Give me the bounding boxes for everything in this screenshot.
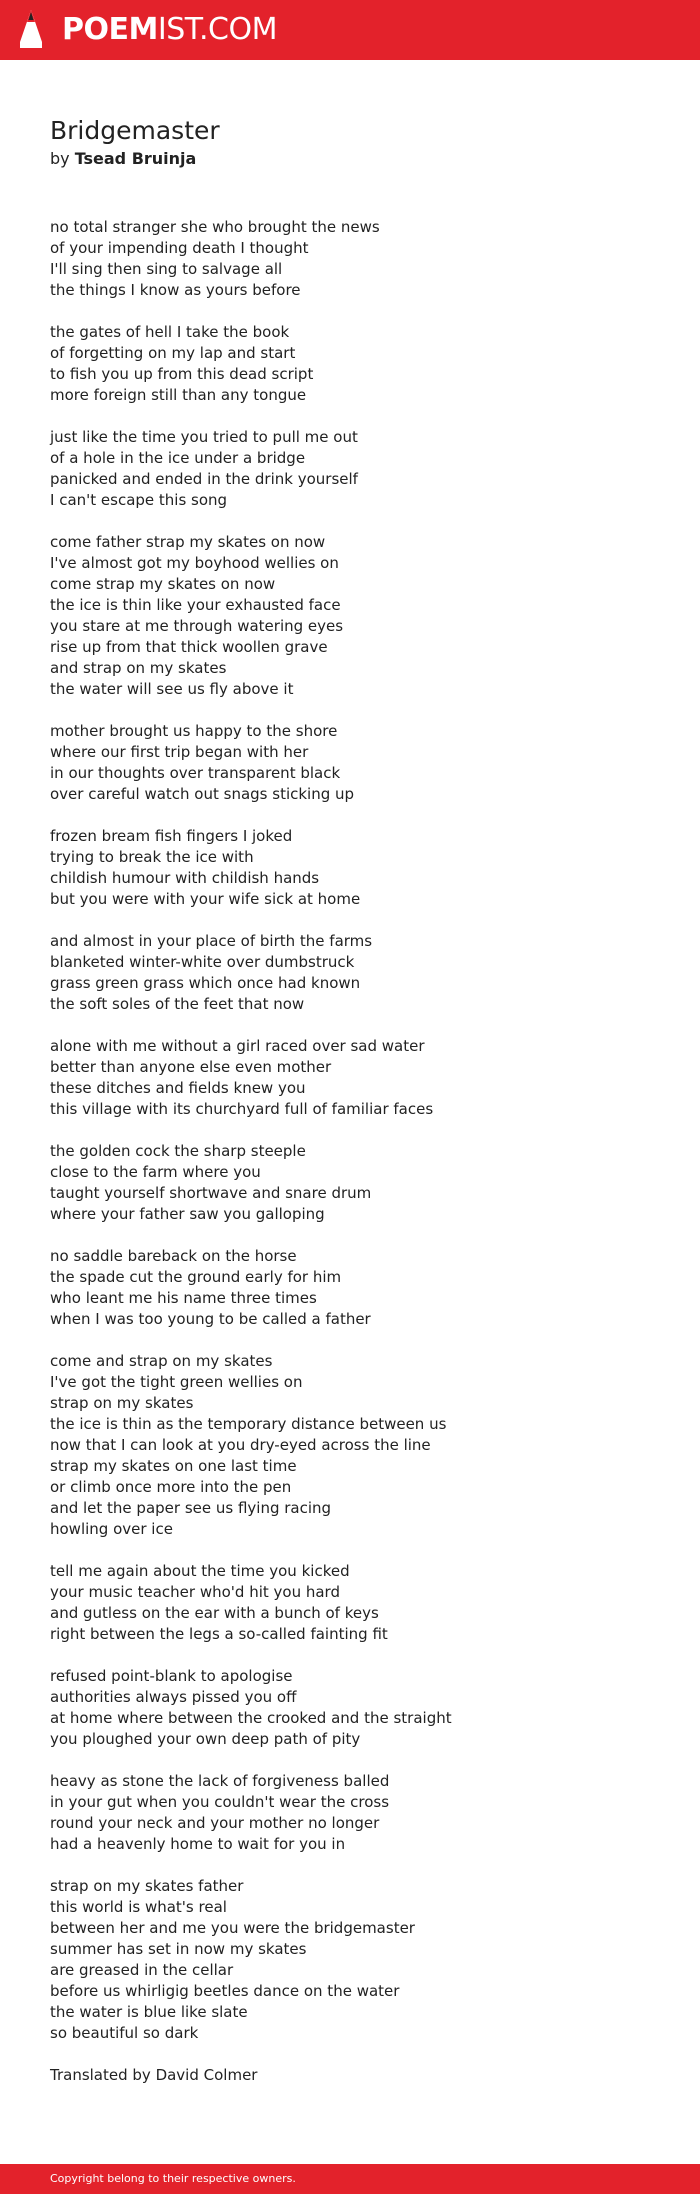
poem-stanza bbox=[50, 532, 650, 700]
poem-byline bbox=[50, 148, 196, 170]
poem-line: frozen bream fish fingers I joked bbox=[50, 827, 293, 845]
poem-stanza bbox=[50, 1141, 650, 1225]
poem-stanza bbox=[50, 1036, 650, 1120]
poem-line: where your father saw you galloping bbox=[50, 1205, 325, 1223]
poem-line: the water will see us fly above it bbox=[50, 680, 294, 698]
poem-line: round your neck and your mother no longer bbox=[50, 1814, 380, 1832]
poem-stanza bbox=[50, 1666, 650, 1750]
poem-line: I've got the tight green wellies on bbox=[50, 1373, 303, 1391]
poem-line: your music teacher who'd hit you hard bbox=[50, 1583, 340, 1601]
poem-line: I'll sing then sing to salvage all bbox=[50, 260, 283, 278]
poem-line: and let the paper see us flying racing bbox=[50, 1499, 332, 1517]
poem-stanza bbox=[50, 427, 650, 511]
poem-line: and strap on my skates bbox=[50, 659, 227, 677]
poem-stanza bbox=[50, 826, 650, 910]
poem-line: and gutless on the ear with a bunch of keys bbox=[50, 1604, 379, 1622]
poem-line: at home where between the crooked and the straight bbox=[50, 1709, 452, 1727]
poem-stanza bbox=[50, 1246, 650, 1330]
poem-line: come strap my skates on now bbox=[50, 575, 276, 593]
pencil-tip-icon bbox=[18, 8, 44, 50]
poem-line: between her and me you were the bridgemaster bbox=[50, 1919, 415, 1937]
poem-stanza bbox=[50, 322, 650, 406]
poem-line: childish humour with childish hands bbox=[50, 869, 320, 887]
poem-line: the ice is thin as the temporary distance between us bbox=[50, 1415, 447, 1433]
poem-line: authorities always pissed you off bbox=[50, 1688, 297, 1706]
translator-credit: Translated by David Colmer bbox=[50, 2066, 258, 2084]
site-footer bbox=[0, 2164, 700, 2194]
poem-line: the soft soles of the feet that now bbox=[50, 995, 305, 1013]
poem-stanza bbox=[50, 217, 650, 301]
poem-body bbox=[50, 217, 650, 2086]
author-name: Tsead Bruinja bbox=[74, 149, 197, 168]
poem-line: howling over ice bbox=[50, 1520, 173, 1538]
poem-line: tell me again about the time you kicked bbox=[50, 1562, 350, 1580]
poem-line: grass green grass which once had known bbox=[50, 974, 361, 992]
poem-line: over careful watch out snags sticking up bbox=[50, 785, 355, 803]
poem-line: close to the farm where you bbox=[50, 1163, 261, 1181]
poem-line: come father strap my skates on now bbox=[50, 533, 326, 551]
poem-title: Bridgemaster bbox=[50, 116, 220, 145]
poem-line: this world is what's real bbox=[50, 1898, 227, 1916]
poem-line: of forgetting on my lap and start bbox=[50, 344, 296, 362]
poem-line: these ditches and fields knew you bbox=[50, 1079, 306, 1097]
poem-line: I can't escape this song bbox=[50, 491, 228, 509]
poem-line: where our first trip began with her bbox=[50, 743, 309, 761]
poem-line: more foreign still than any tongue bbox=[50, 386, 307, 404]
poem-line: are greased in the cellar bbox=[50, 1961, 234, 1979]
site-logo[interactable] bbox=[62, 10, 277, 50]
poem-line: heavy as stone the lack of forgiveness balled bbox=[50, 1772, 390, 1790]
poem-line: summer has set in now my skates bbox=[50, 1940, 307, 1958]
poem-line: had a heavenly home to wait for you in bbox=[50, 1835, 346, 1853]
poem-line: strap on my skates father bbox=[50, 1877, 244, 1895]
poem-line: trying to break the ice with bbox=[50, 848, 254, 866]
poem-line: rise up from that thick woollen grave bbox=[50, 638, 328, 656]
poem-line: no total stranger she who brought the news bbox=[50, 218, 380, 236]
poem-stanza bbox=[50, 1771, 650, 1855]
site-header bbox=[0, 0, 700, 60]
logo-bold-text: POEM bbox=[62, 12, 158, 47]
poem-line: mother brought us happy to the shore bbox=[50, 722, 338, 740]
poem-line: when I was too young to be called a father bbox=[50, 1310, 371, 1328]
poem-stanza bbox=[50, 1876, 650, 2044]
poem-line: this village with its churchyard full of familiar faces bbox=[50, 1100, 434, 1118]
poem-line: before us whirligig beetles dance on the water bbox=[50, 1982, 400, 2000]
poem-line: you ploughed your own deep path of pity bbox=[50, 1730, 361, 1748]
poem-line: come and strap on my skates bbox=[50, 1352, 273, 1370]
poem-line: now that I can look at you dry-eyed across the line bbox=[50, 1436, 431, 1454]
copyright-text: Copyright belong to their respective owners. bbox=[50, 2172, 296, 2185]
logo-thin-text: IST.COM bbox=[157, 12, 277, 47]
poem-line: just like the time you tried to pull me out bbox=[50, 428, 358, 446]
poem-stanza bbox=[50, 931, 650, 1015]
poem-line: so beautiful so dark bbox=[50, 2024, 199, 2042]
poem-line: the things I know as yours before bbox=[50, 281, 301, 299]
poem-line: right between the legs a so-called fainting fit bbox=[50, 1625, 388, 1643]
poem-line: I've almost got my boyhood wellies on bbox=[50, 554, 339, 572]
poem-line: who leant me his name three times bbox=[50, 1289, 317, 1307]
poem-line: alone with me without a girl raced over sad water bbox=[50, 1037, 425, 1055]
poem-line: the spade cut the ground early for him bbox=[50, 1268, 342, 1286]
poem-line: no saddle bareback on the horse bbox=[50, 1247, 297, 1265]
poem-line: blanketed winter-white over dumbstruck bbox=[50, 953, 355, 971]
poem-line: but you were with your wife sick at home bbox=[50, 890, 361, 908]
poem-line: the gates of hell I take the book bbox=[50, 323, 290, 341]
poem-line: or climb once more into the pen bbox=[50, 1478, 292, 1496]
poem-stanza bbox=[50, 1561, 650, 1645]
poem-line: of your impending death I thought bbox=[50, 239, 309, 257]
poem-line: better than anyone else even mother bbox=[50, 1058, 332, 1076]
poem-line: the water is blue like slate bbox=[50, 2003, 248, 2021]
poem-line: the golden cock the sharp steeple bbox=[50, 1142, 306, 1160]
poem-stanza bbox=[50, 1351, 650, 1540]
poem-line: refused point-blank to apologise bbox=[50, 1667, 293, 1685]
poem-line: of a hole in the ice under a bridge bbox=[50, 449, 306, 467]
poem-line: in your gut when you couldn't wear the cross bbox=[50, 1793, 390, 1811]
poem-line: you stare at me through watering eyes bbox=[50, 617, 344, 635]
poem-line: in our thoughts over transparent black bbox=[50, 764, 341, 782]
poem-line: strap on my skates bbox=[50, 1394, 194, 1412]
poem-line: to fish you up from this dead script bbox=[50, 365, 314, 383]
poem-line: the ice is thin like your exhausted face bbox=[50, 596, 341, 614]
poem-line: panicked and ended in the drink yourself bbox=[50, 470, 358, 488]
by-label: by bbox=[50, 149, 70, 168]
poem-line: and almost in your place of birth the farms bbox=[50, 932, 373, 950]
poem-stanza bbox=[50, 721, 650, 805]
poem-line: strap my skates on one last time bbox=[50, 1457, 297, 1475]
poem-line: taught yourself shortwave and snare drum bbox=[50, 1184, 372, 1202]
